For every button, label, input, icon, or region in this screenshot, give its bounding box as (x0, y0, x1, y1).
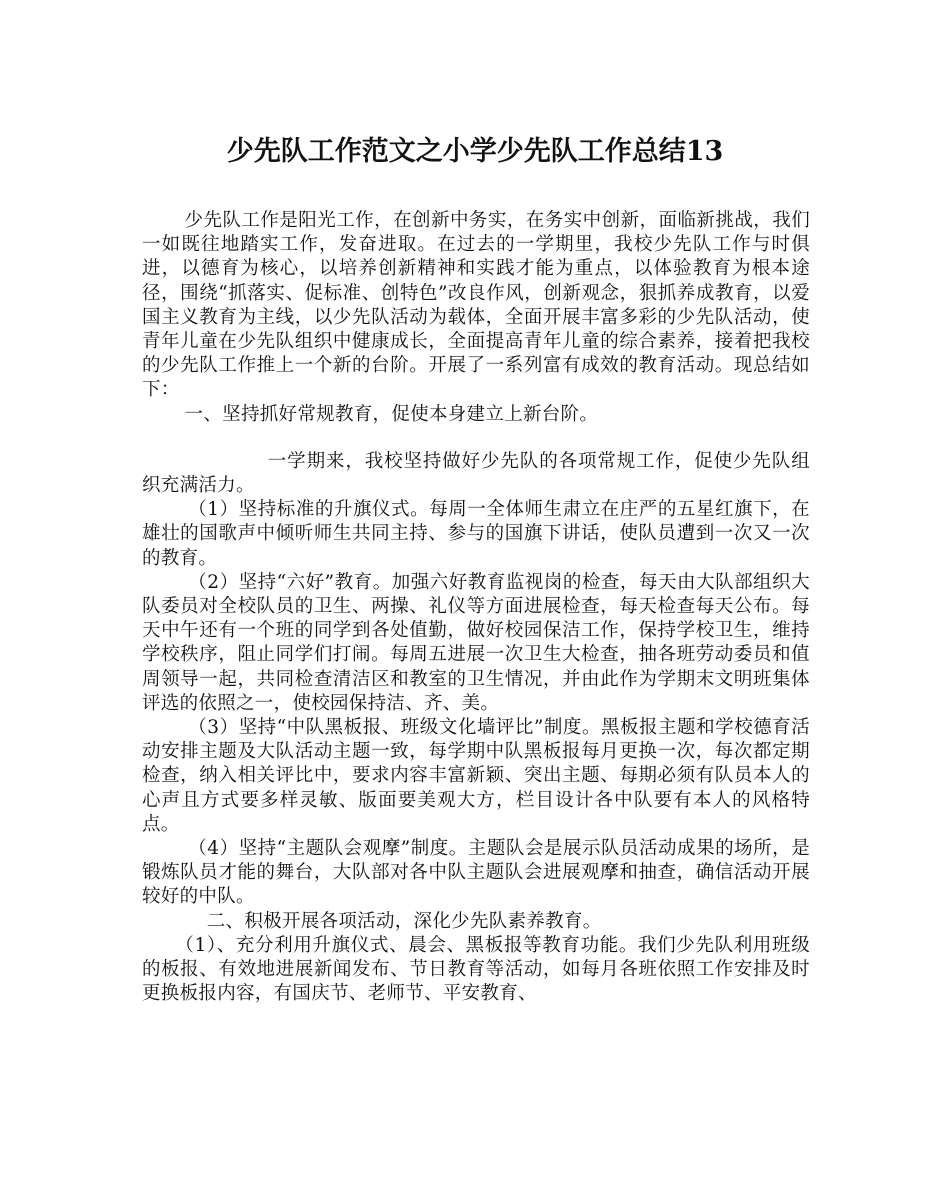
section-heading-1: 一、坚持抓好常规教育，促使本身建立上新台阶。 (184, 403, 599, 425)
paragraph-item-1: （1）坚持标准的升旗仪式。每周一全体师生肃立在庄严的五星红旗下，在雄壮的国歌声中倾听师生共同主持、参与的国旗下讲话，使队员遭到一次又一次的教育。 (142, 499, 810, 569)
paragraph-item-4: （4）坚持“主题队会观摩”制度。主题队会是展示队员活动成果的场所，是锻炼队员才能的舞台，大队部对各中队主题队会进展观摩和抽查，确信活动开展较好的中队。 (142, 838, 810, 908)
paragraph-intro: 少先队工作是阳光工作，在创新中务实，在务实中创新，面临新挑战，我们一如既往地踏实工作，发奋进取。在过去的一学期里，我校少先队工作与时俱进，以德育为核心，以培养创新精神和实践才能为重点，以体验教育为根本途径，围绕“抓落实、促标准、创特色”改良作风，创新观念，狠抓养成教育，以爱国主义教育为主线，以少先队活动为载体，全面开展丰富多彩的少先队活动，使青年儿童在少先队组织中健康成长，全面提高青年儿童的综合素养，接着把我校的少先队工作推上一个新的台阶。开展了一系列富有成效的教育活动。现总结如下： (142, 210, 810, 401)
paragraph-item-3: （3）坚持“中队黑板报、班级文化墙评比”制度。黑板报主题和学校德育活动安排主题及大队活动主题一致，每学期中队黑板报每月更换一次，每次都定期检查，纳入相关评比中，要求内容丰富新颖、突出主题、每期必须有队员本人的心声且方式要多样灵敏、版面要美观大方，栏目设计各中队要有本人的风格特点。 (142, 717, 810, 835)
section-heading-2: 二、积极开展各项活动，深化少先队素养教育。 (206, 910, 602, 932)
document-body (142, 209, 810, 1007)
paragraph-section-2-item-1: （1）、充分利用升旗仪式、晨会、黑板报等教育功能。我们少先队利用班级的板报、有效地进展新闻发布、节日教育等活动，如每月各班依照工作安排及时更换板报内容，有国庆节、老师节、平安教育、 (142, 934, 810, 1005)
paragraph-item-2: （2）坚持“六好”教育。加强六好教育监视岗的检查，每天由大队部组织大队委员对全校队员的卫生、两操、礼仪等方面进展检查，每天检查每天公布。每天中午还有一个班的同学到各处值勤，做好校园保洁工作，保持学校卫生，维持学校秩序，阻止同学们打闹。每周五进展一次卫生大检查，抽各班劳动委员和值周领导一起，共同检查清洁区和教室的卫生情况，并由此作为学期末文明班集体评选的依照之一，使校园保持洁、齐、美。 (142, 571, 810, 714)
paragraph-section-1-intro: 一学期来，我校坚持做好少先队的各项常规工作，促使少先队组织充满活力。 (142, 450, 810, 497)
document-title: 少先队工作范文之小学少先队工作总结13 (226, 136, 724, 167)
